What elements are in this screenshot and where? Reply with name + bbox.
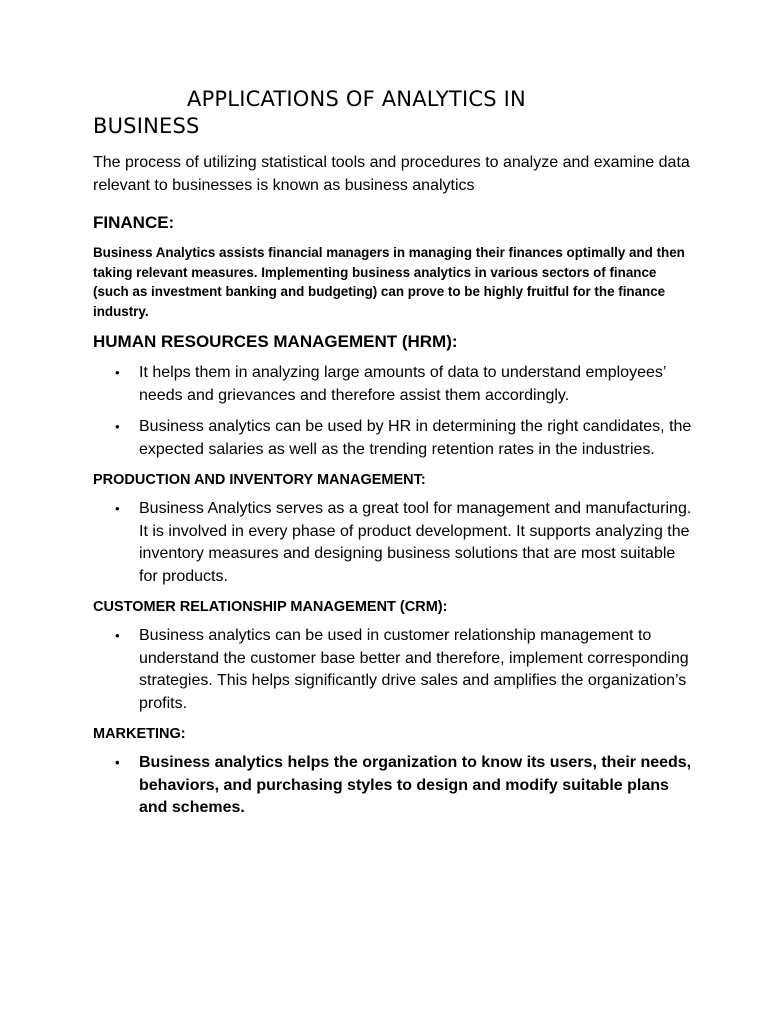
hrm-bullet-list <box>93 362 693 461</box>
list-item <box>93 625 693 715</box>
marketing-heading: MARKETING: <box>93 726 186 743</box>
list-item-text: Business analytics helps the organization to know its users, their needs, behaviors, and purchasing styles to design and modify suitable plans and schemes. <box>139 754 692 817</box>
list-item <box>93 362 693 407</box>
list-item-text: Business Analytics serves as a great tool for management and manufacturing. It is involved in every phase of product development. It supports analyzing the inventory measures and designing business solutions that are most suitable for products. <box>139 500 692 585</box>
list-item <box>93 498 693 588</box>
intro-paragraph: The process of utilizing statistical tools and procedures to analyze and examine data relevant to businesses is known as business analytics <box>93 154 690 194</box>
bullet-icon: • <box>115 419 120 435</box>
crm-bullet-list <box>93 625 693 715</box>
crm-heading: CUSTOMER RELATIONSHIP MANAGEMENT (CRM): <box>93 599 448 616</box>
list-item-text: Business analytics can be used in customer relationship management to understand the customer base better and therefore, implement corresponding strategies. This helps significantly drive sales and amplifies the organization’s profits. <box>139 627 689 712</box>
list-item <box>93 752 693 820</box>
finance-paragraph: Business Analytics assists financial managers in managing their finances optimally and then taking relevant measures. Implementing business analytics in various sectors of finance (such as investment banking and budgeting) can prove to be highly fruitful for the finance industry. <box>93 245 685 319</box>
finance-heading: FINANCE: <box>93 213 175 232</box>
production-heading: PRODUCTION AND INVENTORY MANAGEMENT: <box>93 472 426 489</box>
marketing-bullet-list <box>93 752 693 820</box>
list-item <box>93 416 693 461</box>
bullet-icon: • <box>115 365 120 381</box>
hrm-heading: HUMAN RESOURCES MANAGEMENT (HRM): <box>93 332 458 352</box>
bullet-icon: • <box>115 501 120 517</box>
document-title <box>93 86 693 140</box>
bullet-icon: • <box>115 755 120 771</box>
list-item-text: It helps them in analyzing large amounts of data to understand employees’ needs and grievances and therefore assist them accordingly. <box>139 364 666 404</box>
title-line-1: APPLICATIONS OF ANALYTICS IN <box>187 87 526 111</box>
bullet-icon: • <box>115 628 120 644</box>
title-line-2: BUSINESS <box>93 114 200 138</box>
list-item-text: Business analytics can be used by HR in determining the right candidates, the expected salaries as well as the trending retention rates in the industries. <box>139 418 692 458</box>
production-bullet-list <box>93 498 693 588</box>
document-page <box>93 86 693 829</box>
